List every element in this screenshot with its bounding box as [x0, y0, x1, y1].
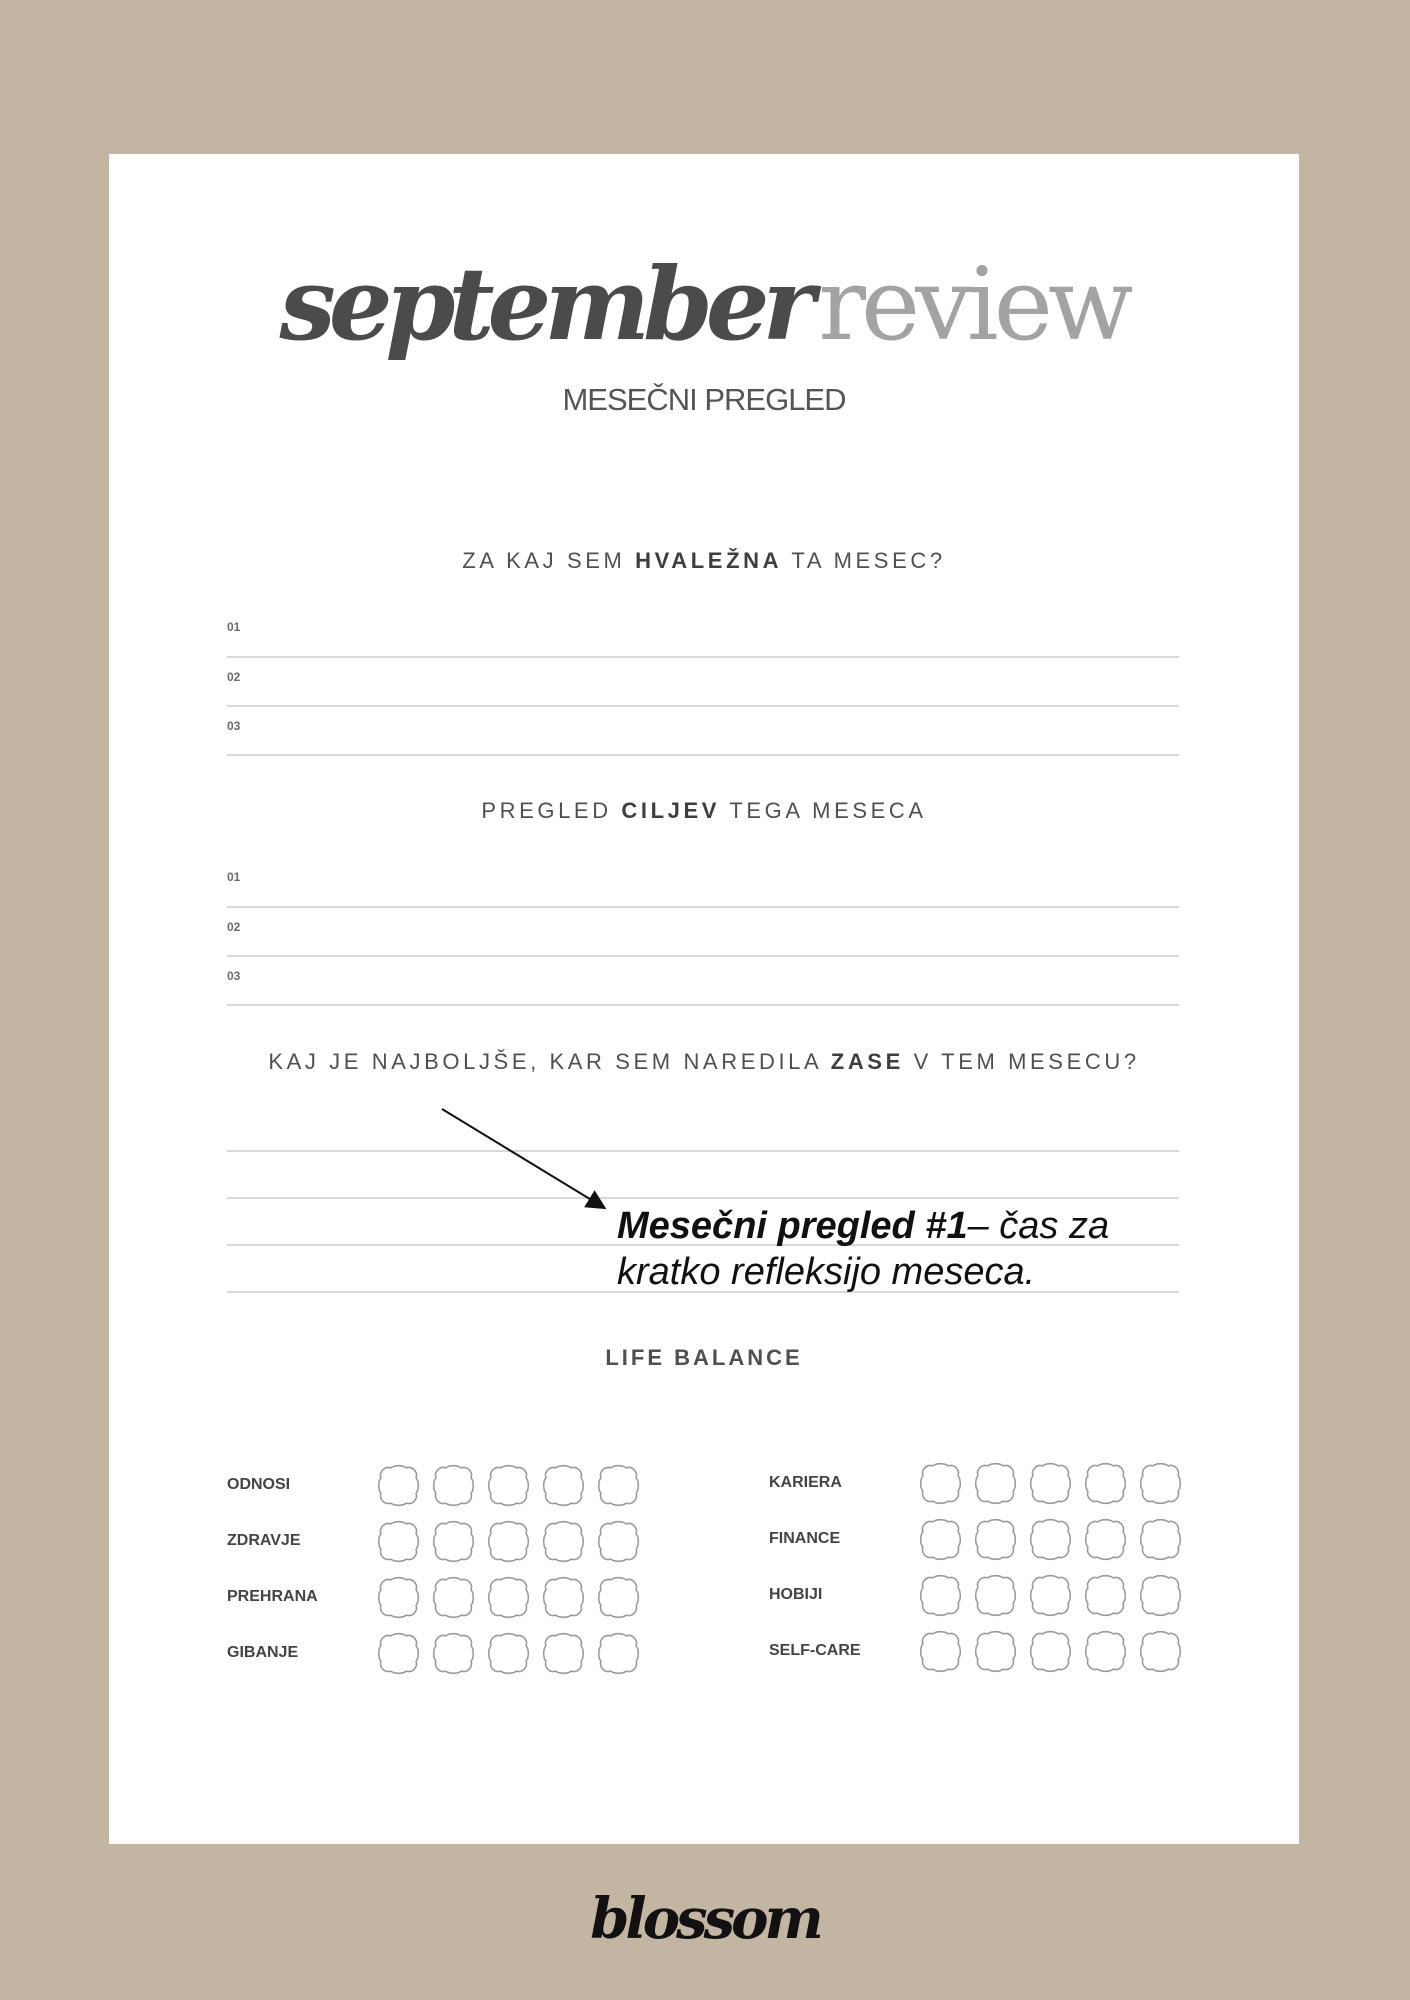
- annotation-text: Mesečni pregled #1– čas za kratko refleksijo meseca.: [617, 1205, 1110, 1293]
- goals-list: [227, 858, 1179, 1006]
- planner-page: [109, 154, 1299, 1844]
- flower-icon[interactable]: [377, 1632, 420, 1675]
- gratitude-row[interactable]: 03: [227, 707, 1179, 756]
- flower-rating: [377, 1632, 640, 1675]
- flower-icon[interactable]: [432, 1520, 475, 1563]
- flower-icon[interactable]: [1084, 1574, 1127, 1617]
- flower-icon[interactable]: [1139, 1462, 1182, 1505]
- flower-rating: [919, 1462, 1182, 1505]
- writing-line[interactable]: [227, 1152, 1179, 1199]
- flower-icon[interactable]: [597, 1520, 640, 1563]
- goals-heading: PREGLED CILJEV TEGA MESECA: [481, 798, 927, 823]
- flower-icon[interactable]: [487, 1520, 530, 1563]
- flower-icon[interactable]: [1139, 1518, 1182, 1561]
- balance-row: HOBIJI: [769, 1574, 1209, 1630]
- flower-icon[interactable]: [377, 1576, 420, 1619]
- goal-row[interactable]: 03: [227, 957, 1179, 1006]
- flower-icon[interactable]: [1084, 1630, 1127, 1673]
- flower-icon[interactable]: [974, 1462, 1017, 1505]
- flower-icon[interactable]: [432, 1632, 475, 1675]
- flower-icon[interactable]: [1029, 1518, 1072, 1561]
- balance-row: ZDRAVJE: [227, 1520, 667, 1576]
- flower-icon[interactable]: [1084, 1462, 1127, 1505]
- flower-icon[interactable]: [1139, 1630, 1182, 1673]
- flower-icon[interactable]: [487, 1464, 530, 1507]
- flower-icon[interactable]: [597, 1576, 640, 1619]
- flower-icon[interactable]: [597, 1632, 640, 1675]
- flower-icon[interactable]: [1139, 1574, 1182, 1617]
- flower-rating: [377, 1520, 640, 1563]
- flower-icon[interactable]: [1029, 1574, 1072, 1617]
- balance-row: FINANCE: [769, 1518, 1209, 1574]
- brand-logo: blossom: [590, 1886, 820, 1952]
- flower-icon[interactable]: [542, 1576, 585, 1619]
- flower-icon[interactable]: [974, 1630, 1017, 1673]
- life-balance-title: LIFE BALANCE: [605, 1345, 803, 1370]
- gratitude-row[interactable]: 02: [227, 658, 1179, 707]
- flower-icon[interactable]: [1029, 1630, 1072, 1673]
- page-title: september review: [279, 245, 1129, 363]
- balance-row: ODNOSI: [227, 1464, 667, 1520]
- flower-icon[interactable]: [919, 1574, 962, 1617]
- flower-icon[interactable]: [542, 1632, 585, 1675]
- gratitude-list: [227, 608, 1179, 756]
- best-heading: KAJ JE NAJBOLJŠE, KAR SEM NAREDILA ZASE V TEM MESECU?: [268, 1049, 1140, 1074]
- gratitude-heading: ZA KAJ SEM HVALEŽNA TA MESEC?: [462, 548, 946, 573]
- flower-icon[interactable]: [919, 1462, 962, 1505]
- flower-icon[interactable]: [377, 1464, 420, 1507]
- flower-rating: [919, 1518, 1182, 1561]
- writing-line[interactable]: [227, 1105, 1179, 1152]
- life-balance-left: [227, 1464, 667, 1688]
- flower-icon[interactable]: [1029, 1462, 1072, 1505]
- balance-row: GIBANJE: [227, 1632, 667, 1688]
- flower-icon[interactable]: [487, 1632, 530, 1675]
- flower-icon[interactable]: [919, 1630, 962, 1673]
- page-subtitle: MESEČNI PREGLED: [562, 382, 846, 417]
- balance-row: PREHRANA: [227, 1576, 667, 1632]
- flower-rating: [919, 1630, 1182, 1673]
- goal-row[interactable]: 02: [227, 908, 1179, 957]
- flower-icon[interactable]: [974, 1574, 1017, 1617]
- flower-icon[interactable]: [974, 1518, 1017, 1561]
- life-balance-right: [769, 1462, 1209, 1686]
- goal-row[interactable]: 01: [227, 858, 1179, 908]
- flower-icon[interactable]: [432, 1576, 475, 1619]
- flower-icon[interactable]: [377, 1520, 420, 1563]
- flower-icon[interactable]: [597, 1464, 640, 1507]
- flower-icon[interactable]: [1084, 1518, 1127, 1561]
- flower-icon[interactable]: [542, 1464, 585, 1507]
- flower-rating: [377, 1576, 640, 1619]
- balance-row: SELF-CARE: [769, 1630, 1209, 1686]
- flower-rating: [919, 1574, 1182, 1617]
- balance-row: KARIERA: [769, 1462, 1209, 1518]
- flower-rating: [377, 1464, 640, 1507]
- flower-icon[interactable]: [919, 1518, 962, 1561]
- flower-icon[interactable]: [432, 1464, 475, 1507]
- flower-icon[interactable]: [487, 1576, 530, 1619]
- gratitude-row[interactable]: 01: [227, 608, 1179, 658]
- flower-icon[interactable]: [542, 1520, 585, 1563]
